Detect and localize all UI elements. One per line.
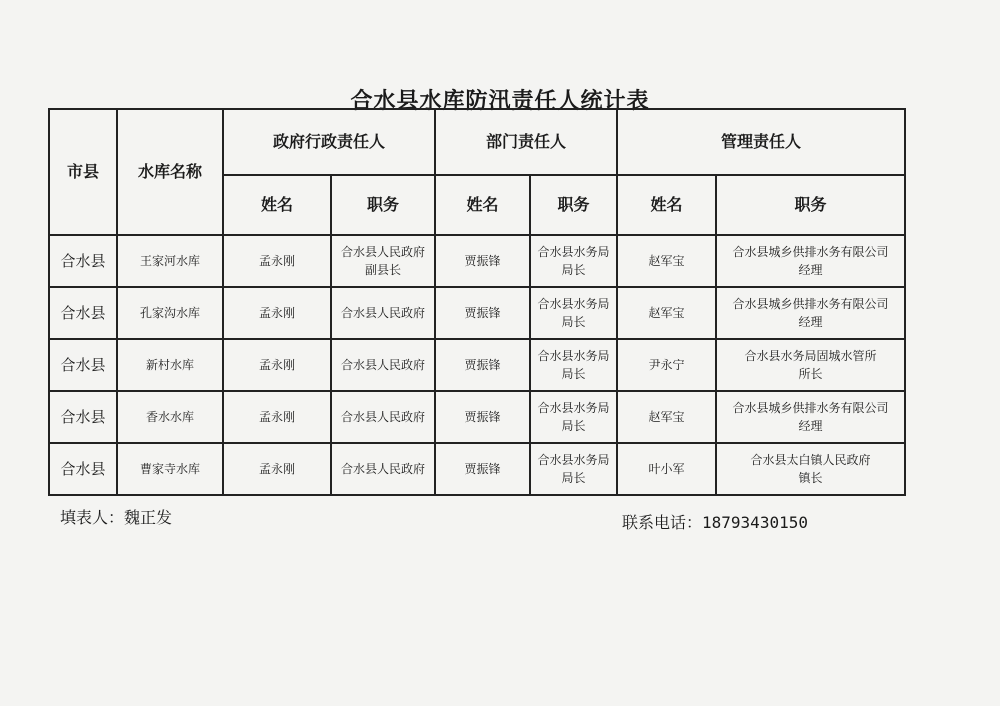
cell-mgmt-name: 赵军宝 <box>617 235 716 287</box>
header-dept-position: 职务 <box>530 175 617 235</box>
cell-gov-position: 合水县人民政府 副县长 <box>331 235 435 287</box>
cell-dept-name: 贾振锋 <box>435 443 530 495</box>
contact-phone-number: 18793430150 <box>702 513 808 532</box>
header-mgmt-position: 职务 <box>716 175 905 235</box>
cell-gov-position: 合水县人民政府 <box>331 391 435 443</box>
cell-county: 合水县 <box>49 391 117 443</box>
cell-mgmt-position: 合水县水务局固城水管所 所长 <box>716 339 905 391</box>
cell-reservoir: 香水水库 <box>117 391 223 443</box>
cell-reservoir: 孔家沟水库 <box>117 287 223 339</box>
cell-gov-name: 孟永刚 <box>223 235 331 287</box>
cell-gov-name: 孟永刚 <box>223 287 331 339</box>
cell-dept-position: 合水县水务局 局长 <box>530 287 617 339</box>
table-row <box>49 235 905 287</box>
cell-gov-position: 合水县人民政府 <box>331 443 435 495</box>
header-mgmt-name: 姓名 <box>617 175 716 235</box>
cell-mgmt-position: 合水县城乡供排水务有限公司 经理 <box>716 287 905 339</box>
contact-phone <box>622 510 808 533</box>
header-reservoir: 水库名称 <box>117 109 223 235</box>
cell-county: 合水县 <box>49 235 117 287</box>
cell-mgmt-position: 合水县城乡供排水务有限公司 经理 <box>716 391 905 443</box>
cell-dept-position: 合水县水务局 局长 <box>530 235 617 287</box>
cell-county: 合水县 <box>49 443 117 495</box>
table-row <box>49 339 905 391</box>
responsibility-table <box>48 108 906 496</box>
header-gov-name: 姓名 <box>223 175 331 235</box>
cell-gov-position: 合水县人民政府 <box>331 287 435 339</box>
cell-dept-position: 合水县水务局 局长 <box>530 339 617 391</box>
cell-dept-position: 合水县水务局 局长 <box>530 443 617 495</box>
cell-mgmt-position: 合水县城乡供排水务有限公司 经理 <box>716 235 905 287</box>
cell-gov-position: 合水县人民政府 <box>331 339 435 391</box>
page-title: 合水县水库防汛责任人统计表 <box>350 88 650 114</box>
cell-mgmt-name: 尹永宁 <box>617 339 716 391</box>
cell-gov-name: 孟永刚 <box>223 443 331 495</box>
cell-gov-name: 孟永刚 <box>223 339 331 391</box>
cell-reservoir: 曹家寺水库 <box>117 443 223 495</box>
header-dept-group: 部门责任人 <box>435 109 617 175</box>
header-gov-group: 政府行政责任人 <box>223 109 435 175</box>
cell-mgmt-name: 赵军宝 <box>617 391 716 443</box>
header-gov-position: 职务 <box>331 175 435 235</box>
cell-mgmt-position: 合水县太白镇人民政府 镇长 <box>716 443 905 495</box>
cell-dept-name: 贾振锋 <box>435 339 530 391</box>
header-mgmt-group: 管理责任人 <box>617 109 905 175</box>
form-filler: 填表人：魏正发 <box>60 508 173 527</box>
table-row <box>49 391 905 443</box>
table-row <box>49 443 905 495</box>
cell-reservoir: 新村水库 <box>117 339 223 391</box>
cell-dept-name: 贾振锋 <box>435 235 530 287</box>
contact-phone-label: 联系电话： <box>622 513 703 532</box>
cell-dept-name: 贾振锋 <box>435 287 530 339</box>
cell-reservoir: 王家河水库 <box>117 235 223 287</box>
cell-gov-name: 孟永刚 <box>223 391 331 443</box>
header-dept-name: 姓名 <box>435 175 530 235</box>
cell-county: 合水县 <box>49 339 117 391</box>
cell-dept-name: 贾振锋 <box>435 391 530 443</box>
header-county: 市县 <box>49 109 117 235</box>
table-row <box>49 287 905 339</box>
cell-dept-position: 合水县水务局 局长 <box>530 391 617 443</box>
cell-mgmt-name: 赵军宝 <box>617 287 716 339</box>
cell-county: 合水县 <box>49 287 117 339</box>
cell-mgmt-name: 叶小军 <box>617 443 716 495</box>
